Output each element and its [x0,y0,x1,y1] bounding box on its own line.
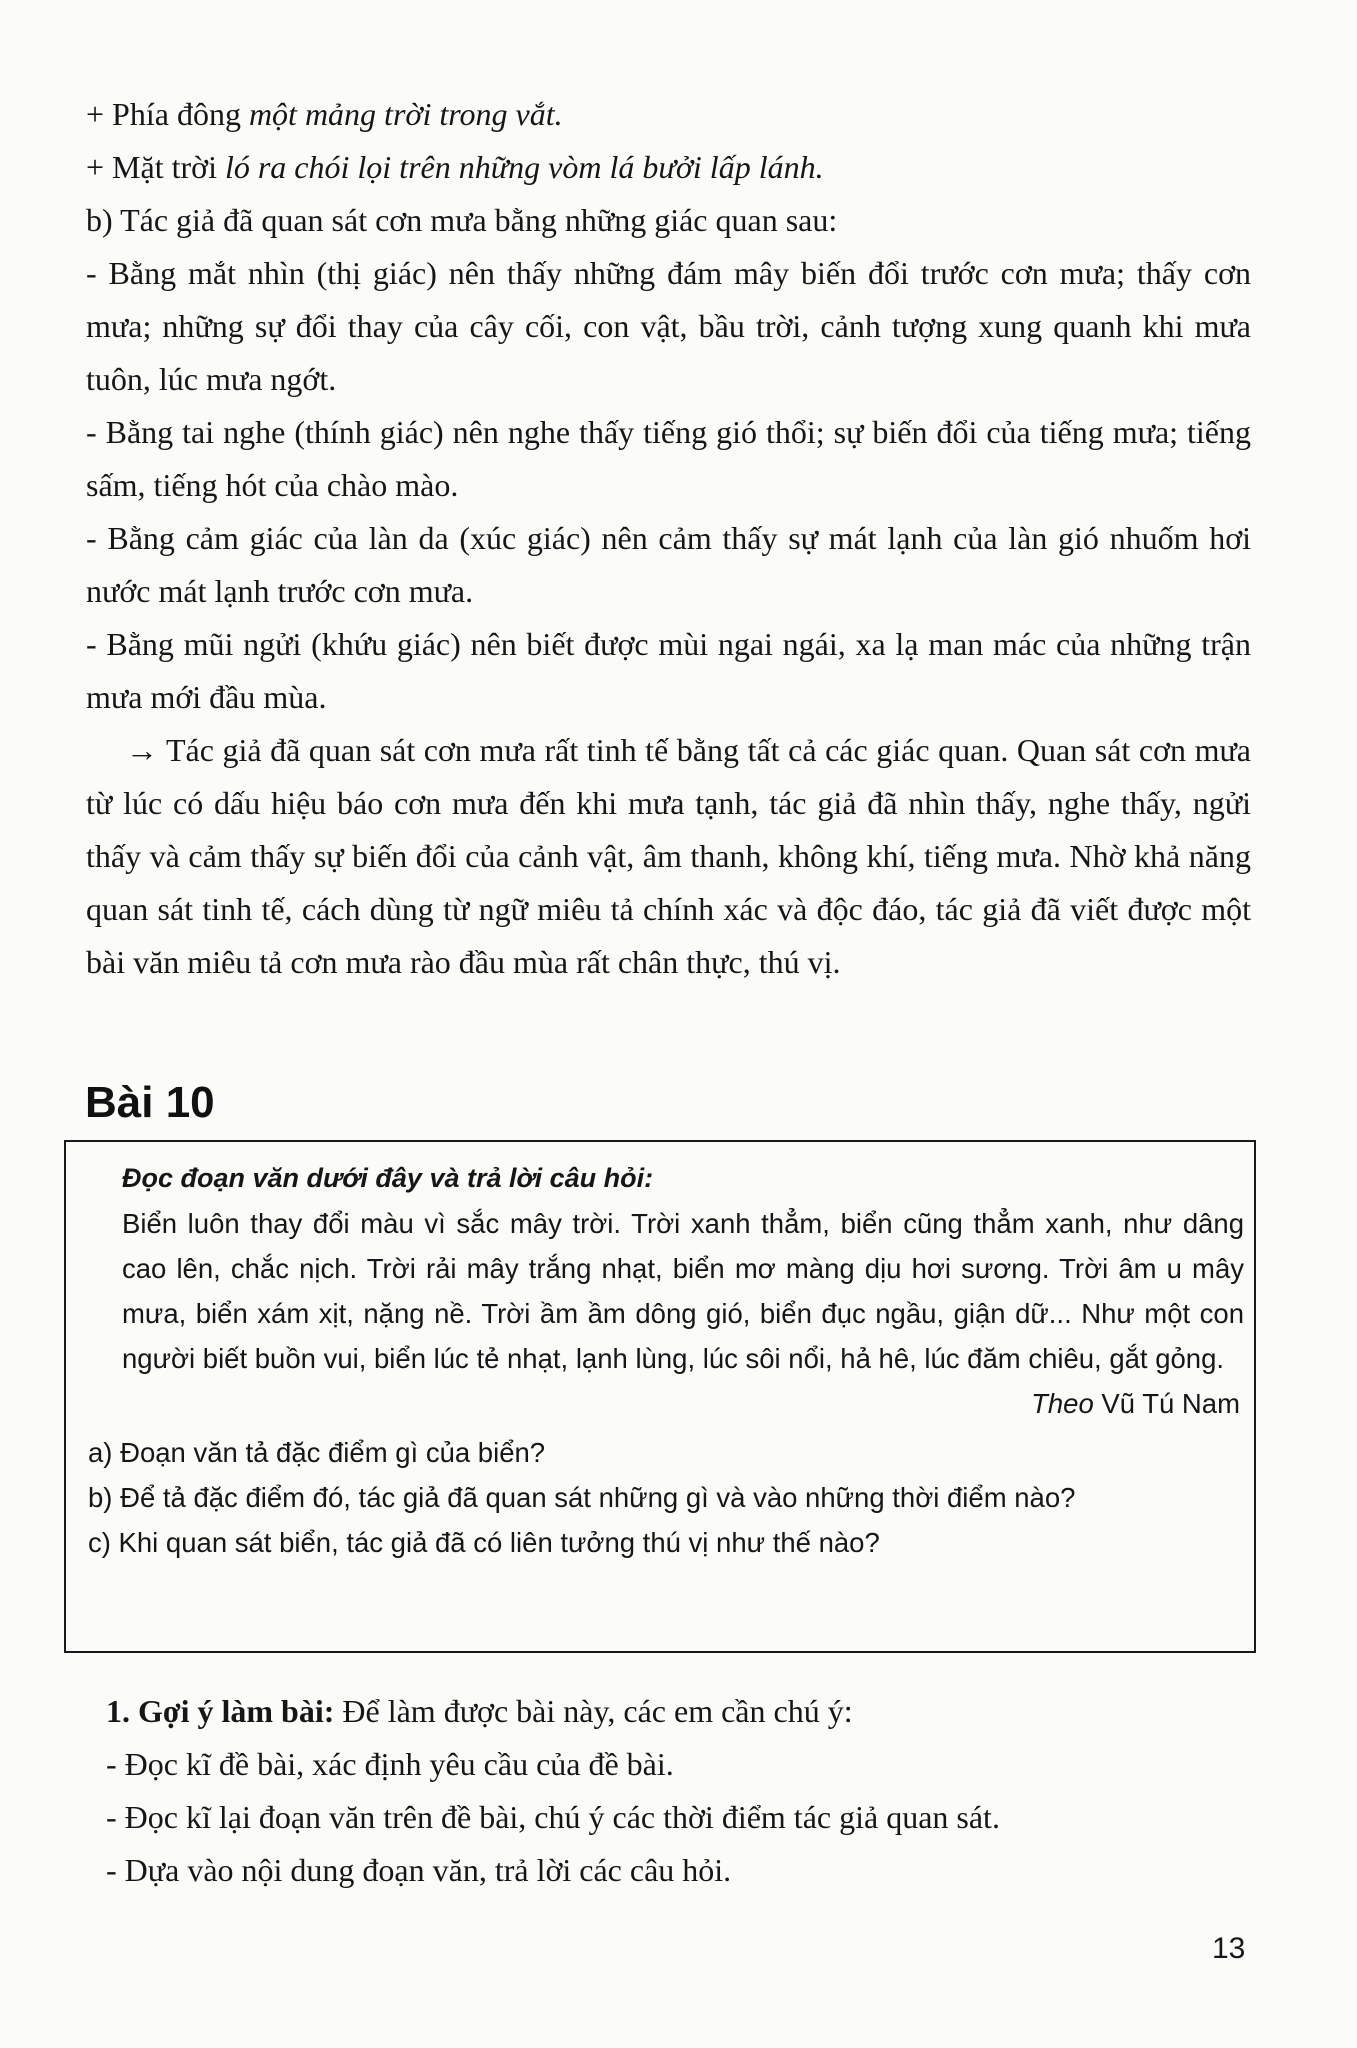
observation-line-sun [86,141,1251,194]
sense-bullet-touch: - Bằng cảm giác của làn da (xúc giác) nên cảm thấy sự mát lạnh của làn gió nhuốm hơi nước mát lạnh trước cơn mưa. [86,520,1251,609]
exercise-box [64,1140,1256,1653]
observation-line-east [86,88,1251,141]
senses-intro: b) Tác giả đã quan sát cơn mưa bằng những giác quan sau: [86,202,838,238]
exercise-heading: Đọc đoạn văn dưới đây và trả lời câu hỏi: [122,1163,654,1193]
page-number: 13 [1212,1932,1246,1965]
line-italic-quote: ló ra chói lọi trên những vòm lá bưởi lấp lánh. [224,149,824,185]
guide-item: - Đọc kĩ đề bài, xác định yêu cầu của đề bài. [106,1746,674,1782]
guide-heading-bold: 1. Gợi ý làm bài: [106,1693,335,1729]
exercise-content [88,1156,1244,1565]
question-item: a) Đoạn văn tả đặc điểm gì của biển? [88,1437,546,1468]
line-prefix: + Phía đông [86,96,249,132]
exercise-passage: Biển luôn thay đổi màu vì sắc mây trời. Trời xanh thẳm, biển cũng thẳm xanh, như dâng cao lên, chắc nịch. Trời rải mây trắng nhạt, biển mơ màng dịu hơi sương. Trời âm u mây mưa, biển xám xịt, nặng nề. Trời ầm ầm dông gió, biển đục ngầu, giận dữ... Như một con người biết buồn vui, biển lúc tẻ nhạt, lạnh lùng, lúc sôi nổi, hả hê, lúc đăm chiêu, gắt gỏng. [122,1208,1244,1374]
question-item: c) Khi quan sát biển, tác giả đã có liên tưởng thú vị như thế nào? [88,1527,880,1558]
guide-item: - Đọc kĩ lại đoạn văn trên đề bài, chú ý các thời điểm tác giả quan sát. [106,1799,1000,1835]
sense-bullet-smell: - Bằng mũi ngửi (khứu giác) nên biết được mùi ngai ngái, xa lạ man mác của những trận mưa mới đầu mùa. [86,626,1251,715]
line-prefix: + Mặt trời [86,149,225,185]
guide-heading-rest: Để làm được bài này, các em cần chú ý: [334,1693,853,1729]
guide-heading [106,1685,1256,1738]
guide-item: - Dựa vào nội dung đoạn văn, trả lời các câu hỏi. [106,1852,732,1888]
author-prefix: Theo [1031,1388,1094,1419]
guide-section [106,1685,1256,1897]
sense-bullet-hearing: - Bằng tai nghe (thính giác) nên nghe thấy tiếng gió thổi; sự biến đổi của tiếng mưa; tiếng sấm, tiếng hót của chào mào. [86,414,1251,503]
question-item: b) Để tả đặc điểm đó, tác giả đã quan sát những gì và vào những thời điểm nào? [88,1482,1076,1513]
author-name: Vũ Tú Nam [1093,1388,1240,1419]
sense-bullet-sight: - Bằng mắt nhìn (thị giác) nên thấy những đám mây biến đổi trước cơn mưa; thấy cơn mưa; những sự đổi thay của cây cối, con vật, bầu trời, cảnh tượng xung quanh khi mưa tuôn, lúc mưa ngớt. [86,255,1251,397]
question-list [88,1430,1244,1565]
line-italic-quote: một mảng trời trong vắt. [248,96,563,132]
senses-conclusion: → Tác giả đã quan sát cơn mưa rất tinh tế bằng tất cả các giác quan. Quan sát cơn mưa từ lúc có dấu hiệu báo cơn mưa đến khi mưa tạnh, tác giả đã nhìn thấy, nghe thấy, ngửi thấy và cảm thấy sự biến đổi của cảnh vật, âm thanh, không khí, tiếng mưa. Nhờ khả năng quan sát tinh tế, cách dùng từ ngữ miêu tả chính xác và độc đáo, tác giả đã viết được một bài văn miêu tả cơn mưa rào đầu mùa rất chân thực, thú vị. [86,732,1251,980]
exercise-title: Bài 10 [85,1078,215,1127]
passage-author [122,1381,1244,1426]
answer-section [86,88,1251,989]
